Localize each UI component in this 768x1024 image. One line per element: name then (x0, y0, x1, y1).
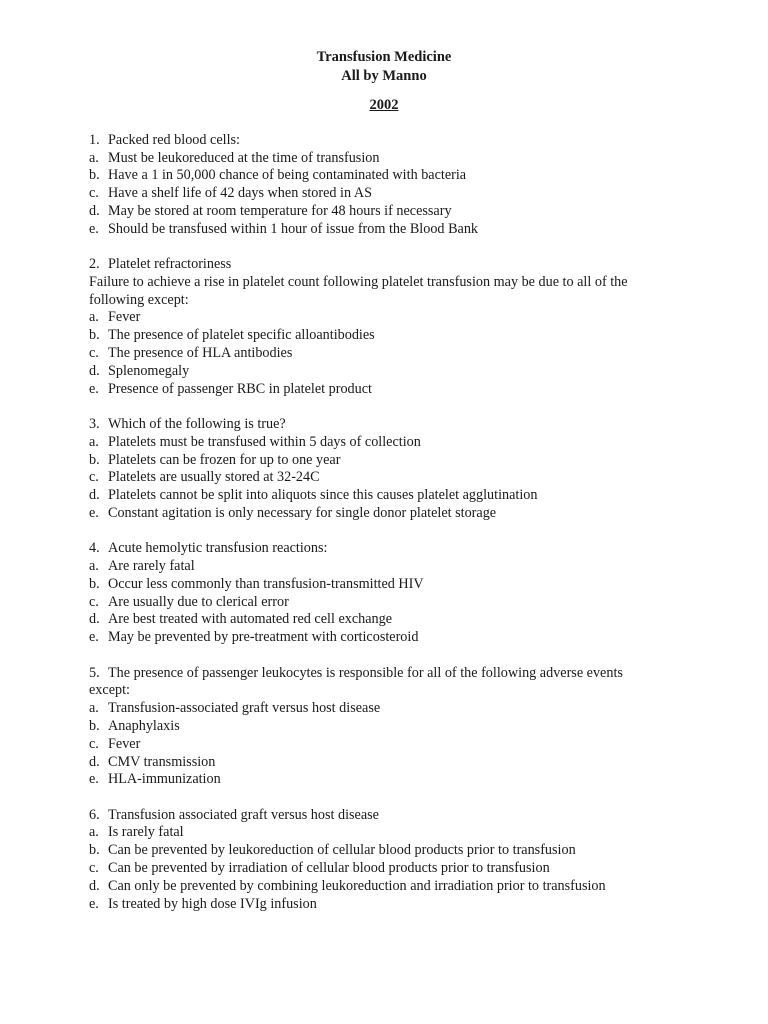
question-stem (89, 665, 679, 683)
question-number: 4. (89, 540, 100, 557)
answer-option (89, 842, 679, 860)
question-4 (89, 540, 679, 647)
option-text: Splenomegaly (108, 362, 190, 379)
question-stem-text: Platelet refractoriness (108, 256, 232, 273)
question-stem (89, 256, 679, 274)
question-stem-text: Which of the following is true? (108, 415, 286, 432)
answer-option (89, 611, 679, 629)
option-letter: a. (89, 433, 99, 450)
answer-option (89, 700, 679, 718)
answer-option (89, 576, 679, 594)
question-stem (89, 132, 679, 150)
answer-option (89, 185, 679, 203)
answer-option (89, 824, 679, 842)
question-number: 1. (89, 131, 100, 148)
question-stem-continuation: Failure to achieve a rise in platelet count following platelet transfusion may be due to all of the following except: (89, 273, 628, 308)
option-letter: e. (89, 504, 99, 521)
option-letter: d. (89, 487, 100, 504)
answer-option (89, 345, 679, 363)
option-text: The presence of HLA antibodies (108, 345, 293, 362)
document-page (89, 48, 679, 931)
option-letter: a. (89, 309, 99, 326)
question-number: 5. (89, 664, 100, 681)
answer-option (89, 167, 679, 185)
option-text: Are best treated with automated red cell exchange (108, 611, 393, 628)
option-letter: b. (89, 575, 100, 592)
answer-option (89, 896, 679, 914)
document-title: Transfusion Medicine (316, 49, 452, 65)
option-text: The presence of platelet specific alloantibodies (108, 327, 375, 344)
option-letter: d. (89, 877, 100, 894)
option-text: Fever (108, 309, 141, 326)
question-stem-text: Transfusion associated graft versus host disease (108, 806, 379, 823)
option-text: Can be prevented by irradiation of cellular blood products prior to transfusion (108, 859, 550, 876)
question-number: 3. (89, 415, 100, 432)
option-text: Can only be prevented by combining leukoreduction and irradiation prior to transfusion (108, 877, 606, 894)
answer-option (89, 150, 679, 168)
answer-option (89, 309, 679, 327)
year-heading: 2002 (369, 97, 399, 113)
option-letter: e. (89, 380, 99, 397)
answer-option (89, 221, 679, 239)
option-letter: a. (89, 149, 99, 166)
option-letter: c. (89, 469, 99, 486)
option-letter: a. (89, 700, 99, 717)
document-subtitle: All by Manno (341, 68, 427, 84)
question-1 (89, 132, 679, 239)
answer-option (89, 203, 679, 221)
question-stem-text: Packed red blood cells: (108, 131, 240, 148)
option-text: Are usually due to clerical error (108, 593, 289, 610)
option-letter: c. (89, 593, 99, 610)
answer-option (89, 505, 679, 523)
option-text: CMV transmission (108, 753, 216, 770)
option-letter: e. (89, 220, 99, 237)
option-letter: c. (89, 185, 99, 202)
answer-option (89, 434, 679, 452)
option-text: HLA-immunization (108, 771, 221, 788)
answer-option (89, 860, 679, 878)
question-stem (89, 540, 679, 558)
answer-option (89, 469, 679, 487)
option-letter: c. (89, 735, 99, 752)
option-text: Platelets cannot be split into aliquots since this causes platelet agglutination (108, 487, 538, 504)
option-letter: b. (89, 451, 100, 468)
answer-option (89, 754, 679, 772)
question-stem-text: The presence of passenger leukocytes is responsible for all of the following adverse events (108, 664, 623, 681)
option-letter: c. (89, 859, 99, 876)
answer-option (89, 381, 679, 399)
answer-option (89, 452, 679, 470)
option-text: Constant agitation is only necessary for single donor platelet storage (108, 504, 497, 521)
option-text: Occur less commonly than transfusion-transmitted HIV (108, 575, 424, 592)
option-text: Platelets must be transfused within 5 days of collection (108, 433, 421, 450)
option-text: Platelets are usually stored at 32-24C (108, 469, 320, 486)
question-6 (89, 807, 679, 914)
option-text: Fever (108, 735, 141, 752)
question-3 (89, 416, 679, 523)
option-letter: d. (89, 753, 100, 770)
option-letter: d. (89, 202, 100, 219)
option-letter: e. (89, 771, 99, 788)
answer-option (89, 736, 679, 754)
option-text: Have a 1 in 50,000 chance of being contaminated with bacteria (108, 167, 467, 184)
question-number: 2. (89, 256, 100, 273)
option-text: Is treated by high dose IVIg infusion (108, 895, 317, 912)
option-letter: b. (89, 327, 100, 344)
option-letter: e. (89, 629, 99, 646)
question-number: 6. (89, 806, 100, 823)
question-2 (89, 256, 679, 398)
answer-option (89, 594, 679, 612)
answer-option (89, 771, 679, 789)
option-letter: b. (89, 167, 100, 184)
option-text: Have a shelf life of 42 days when stored in AS (108, 185, 372, 202)
option-letter: a. (89, 824, 99, 841)
option-text: Can be prevented by leukoreduction of cellular blood products prior to transfusion (108, 842, 576, 859)
answer-option (89, 629, 679, 647)
option-letter: c. (89, 345, 99, 362)
question-stem-continuation: except: (89, 682, 130, 699)
option-letter: b. (89, 842, 100, 859)
option-text: Is rarely fatal (108, 824, 184, 841)
option-letter: d. (89, 611, 100, 628)
option-text: May be stored at room temperature for 48 hours if necessary (108, 202, 452, 219)
option-text: May be prevented by pre-treatment with corticosteroid (108, 629, 419, 646)
answer-option (89, 363, 679, 381)
answer-option (89, 327, 679, 345)
option-text: Anaphylaxis (108, 717, 180, 734)
option-text: Are rarely fatal (108, 558, 195, 575)
option-letter: e. (89, 895, 99, 912)
answer-option (89, 878, 679, 896)
option-letter: a. (89, 558, 99, 575)
answer-option (89, 558, 679, 576)
question-stem (89, 416, 679, 434)
option-letter: d. (89, 362, 100, 379)
question-stem-text: Acute hemolytic transfusion reactions: (108, 540, 328, 557)
option-text: Platelets can be frozen for up to one year (108, 451, 341, 468)
answer-option (89, 718, 679, 736)
option-letter: b. (89, 717, 100, 734)
option-text: Presence of passenger RBC in platelet product (108, 380, 372, 397)
option-text: Should be transfused within 1 hour of issue from the Blood Bank (108, 220, 479, 237)
answer-option (89, 487, 679, 505)
question-5 (89, 665, 679, 790)
option-text: Must be leukoreduced at the time of transfusion (108, 149, 380, 166)
option-text: Transfusion-associated graft versus host disease (108, 700, 381, 717)
question-stem (89, 807, 679, 825)
